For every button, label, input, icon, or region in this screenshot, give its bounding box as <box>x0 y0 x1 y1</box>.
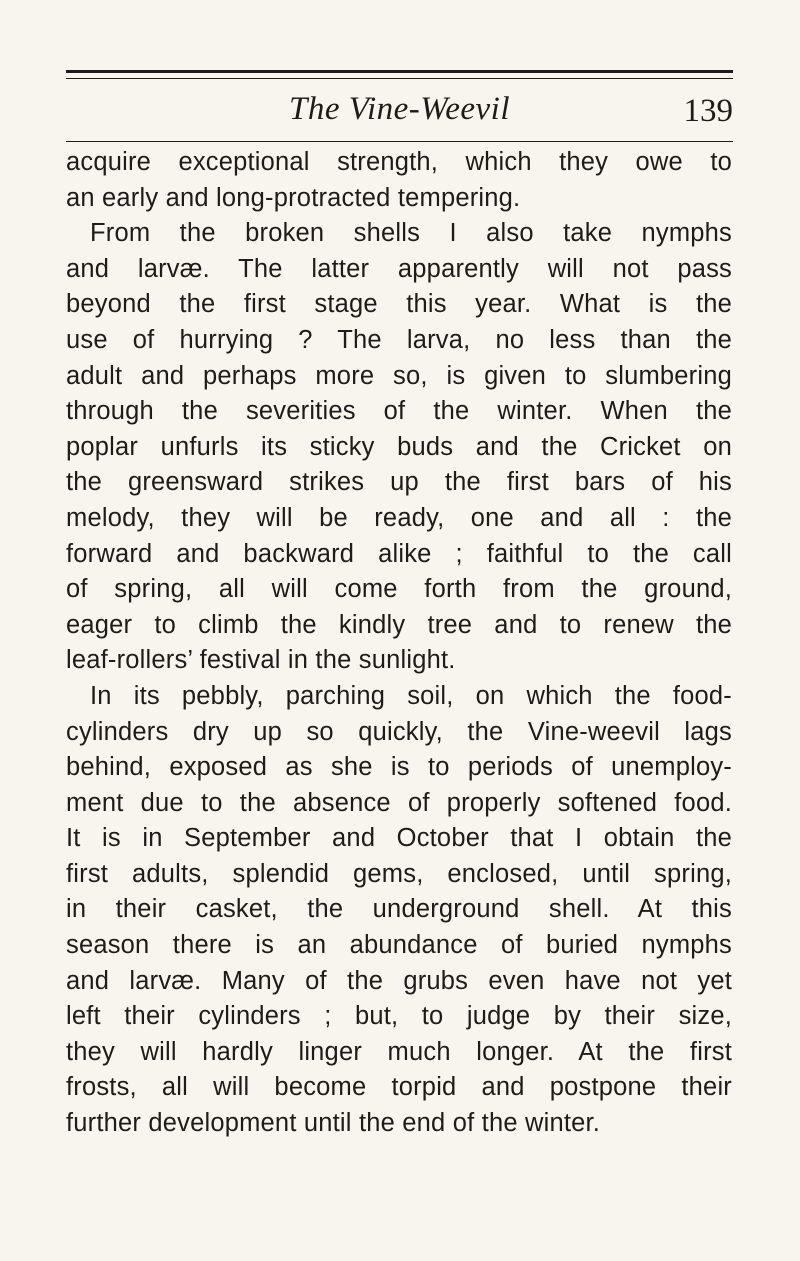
text-line: leaf-rollers’ festival in the sunlight. <box>66 646 456 675</box>
text-line: behind, exposed as she is to periods of unemploy- <box>66 753 732 782</box>
text-line: through the severities of the winter. When the <box>66 397 732 426</box>
text-line: In its pebbly, parching soil, on which the food- <box>90 681 732 710</box>
text-line: an early and long-protracted tempering. <box>66 183 521 212</box>
text-line: eager to climb the kindly tree and to renew the <box>66 610 732 639</box>
text-line: left their cylinders ; but, to judge by their size, <box>66 1002 732 1031</box>
running-header <box>66 88 733 134</box>
header-rule-thin <box>66 78 733 79</box>
text-line: acquire exceptional strength, which they owe to <box>66 148 732 176</box>
text-line: the greensward strikes up the first bars of his <box>66 468 732 497</box>
body-text <box>66 145 732 1142</box>
text-line: use of hurrying ? The larva, no less than the <box>66 325 732 354</box>
text-line: and larvæ. The latter apparently will not pass <box>66 254 732 283</box>
text-line: of spring, all will come forth from the ground, <box>66 575 732 604</box>
text-line: poplar unfurls its sticky buds and the Cricket on <box>66 432 732 461</box>
page-number: 139 <box>683 93 733 129</box>
text-line: season there is an abundance of buried nymphs <box>66 931 732 960</box>
text-line: they will hardly linger much longer. At the first <box>66 1037 732 1066</box>
running-title: The Vine-Weevil <box>288 91 510 127</box>
text-line: in their casket, the underground shell. At this <box>66 895 732 924</box>
text-line: frosts, all will become torpid and postpone their <box>66 1073 732 1102</box>
text-line: and larvæ. Many of the grubs even have not yet <box>66 966 732 995</box>
text-line: beyond the first stage this year. What is the <box>66 290 732 319</box>
text-line: forward and backward alike ; faithful to the call <box>66 539 732 568</box>
text-line: adult and perhaps more so, is given to slumbering <box>66 361 732 390</box>
text-line: From the broken shells I also take nymphs <box>90 219 732 248</box>
text-line: further development until the end of the winter. <box>66 1109 601 1138</box>
text-line: melody, they will be ready, one and all : the <box>66 503 732 532</box>
text-line: first adults, splendid gems, enclosed, until spring, <box>66 859 732 888</box>
header-rule-bottom <box>66 141 733 142</box>
text-line: ment due to the absence of properly softened food. <box>66 788 732 817</box>
text-line: It is in September and October that I obtain the <box>66 824 732 853</box>
text-line: cylinders dry up so quickly, the Vine-weevil lags <box>66 717 732 746</box>
header-rule-thick <box>66 70 733 73</box>
